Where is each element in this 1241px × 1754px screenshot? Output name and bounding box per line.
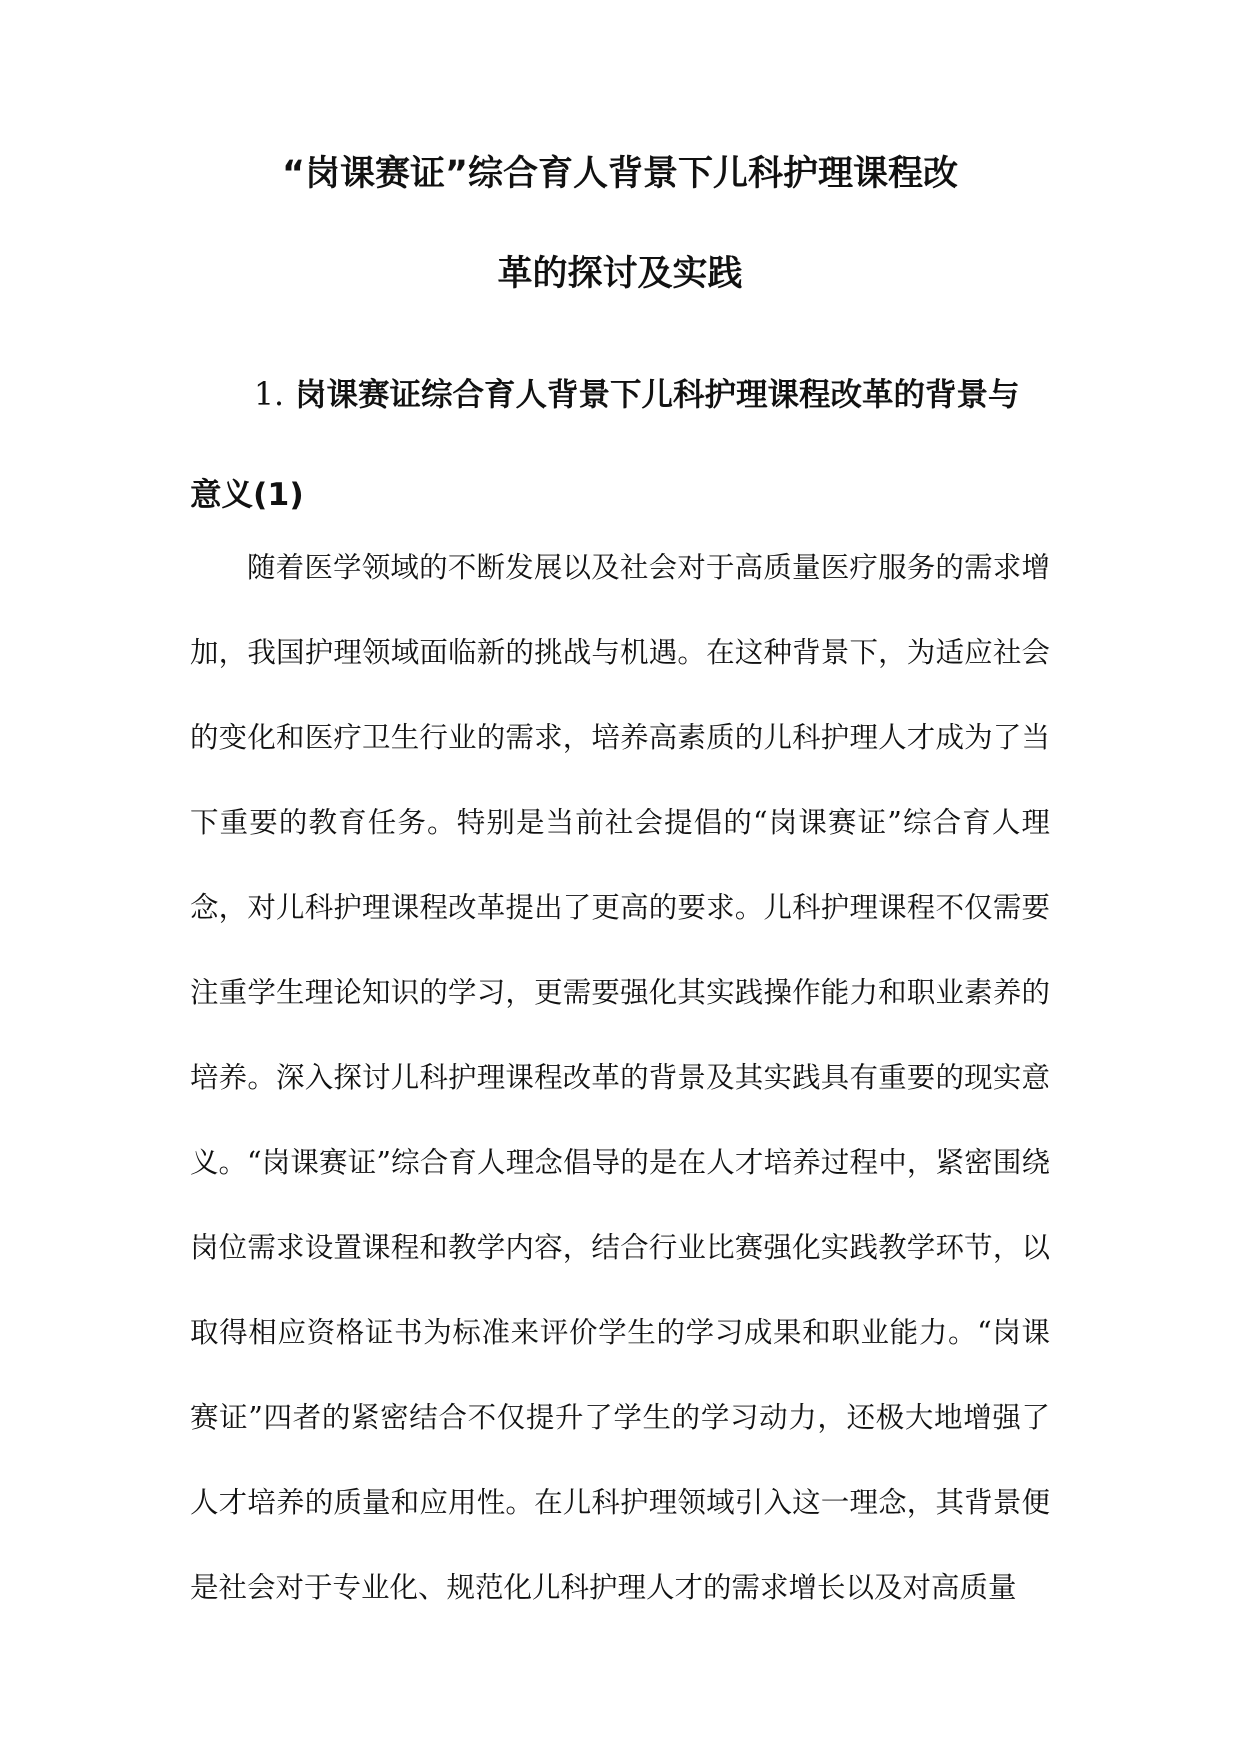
body-paragraph-1: 随着医学领域的不断发展以及社会对于高质量医疗服务的需求增加，我国护理领域面临新的挑战与机遇。在这种背景下，为适应社会的变化和医疗卫生行业的需求，培养高素质的儿科护理人才成为了当下重要的教育任务。特别是当前社会提倡的“岗课赛证”综合育人理念，对儿科护理课程改革提出了更高的要求。儿科护理课程不仅需要注重学生理论知识的学习，更需要强化其实践操作能力和职业素养的培养。深入探讨儿科护理课程改革的背景及其实践具有重要的现实意义。 <box>190 551 1050 1179</box>
document-title-line-2: 革的探讨及实践 <box>497 254 743 294</box>
section-number: 1. <box>254 377 285 413</box>
document-title-line-1: “岗课赛证”综合育人背景下儿科护理课程改 <box>281 154 958 194</box>
body-paragraph-2: “岗课赛证”综合育人理念倡导的是在人才培养过程中，紧密围绕岗位需求设置课程和教学内容，结合行业比赛强化实践教学环节，以取得相应资格证书为标准来评价学生的学习成果和职业能力。“岗课赛证”四者的紧密结合不仅提升了学生的学习动力，还极大地增强了人才培养的质量和应用性。在儿科护理领域引入这一理念，其背景便是社会对于专业化、规范化儿科护理人才的需求增长以及对高质量 <box>190 1146 1050 1604</box>
section-heading <box>190 345 1050 545</box>
section-heading-text: 岗课赛证综合育人背景下儿科护理课程改革的背景与意义(1) <box>190 377 1020 513</box>
